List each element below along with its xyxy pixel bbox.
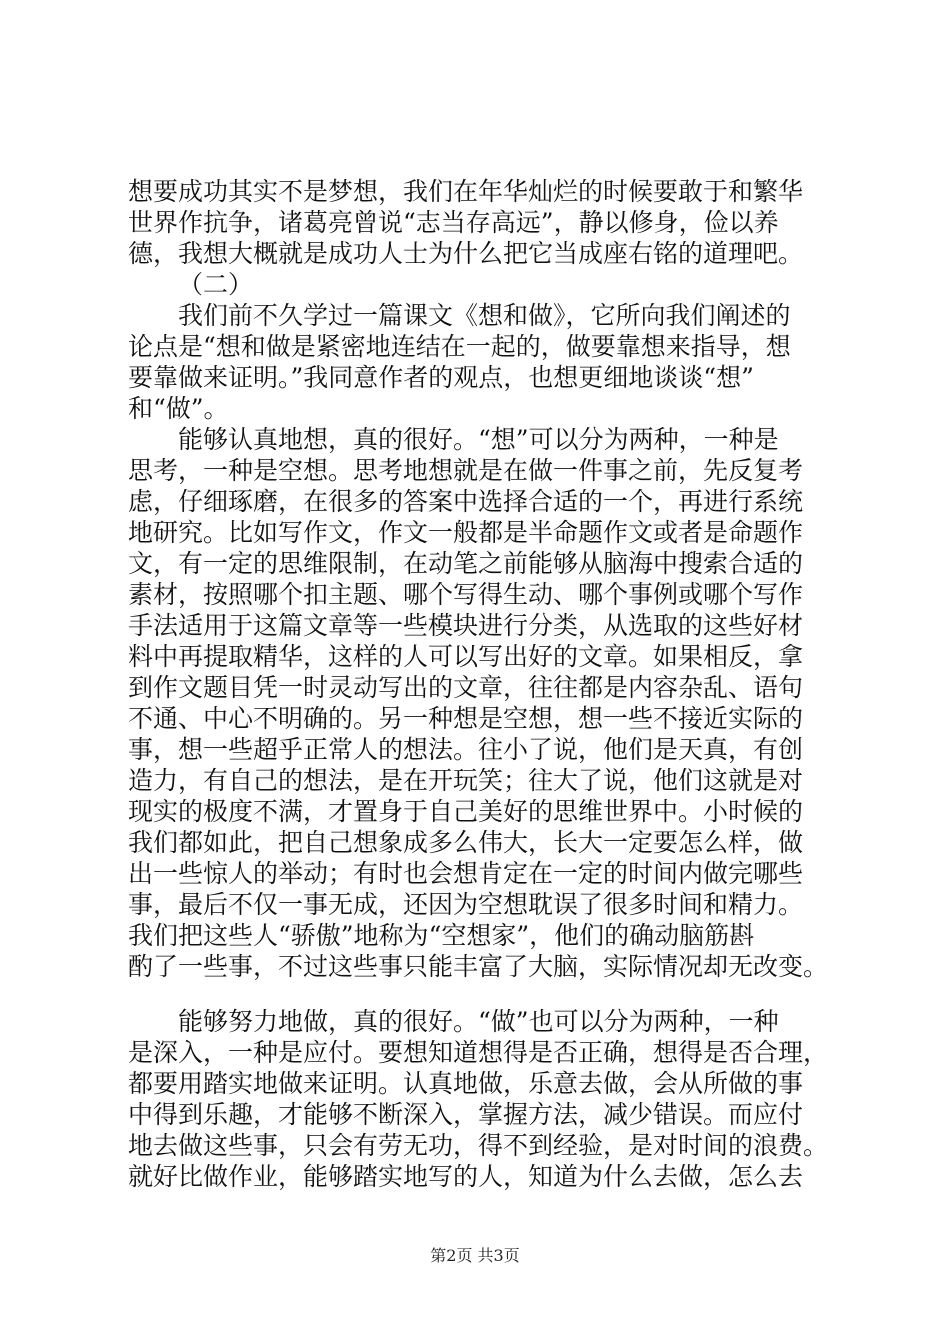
text-line: 地研究。比如写作文，作文一般都是半命题作文或者是命题作: [128, 518, 804, 547]
text-line: 想要成功其实不是梦想，我们在年华灿烂的时候要敢于和繁华: [128, 177, 804, 206]
section-heading: （二）: [178, 270, 254, 299]
text-line: 就好比做作业，能够踏实地写的人，知道为什么去做，怎么去: [128, 1162, 804, 1191]
text-line: 出一些惊人的举动；有时也会想肯定在一定的时间内做完哪些: [128, 859, 804, 888]
text-line: 手法适用于这篇文章等一些模块进行分类，从选取的这些好材: [128, 611, 804, 640]
text-line: 我们把这些人“骄傲”地称为“空想家”，他们的确动脑筋斟: [128, 921, 755, 950]
text-line: 要靠做来证明。”我同意作者的观点，也想更细地谈谈“想”: [128, 363, 754, 392]
text-line: 论点是“想和做是紧密地连结在一起的，做要靠想来指导，想: [128, 332, 791, 361]
text-line: 能够认真地想，真的很好。“想”可以分为两种，一种是: [178, 425, 779, 454]
page-number-footer: 第2页 共3页: [430, 1246, 520, 1265]
text-line: 地去做这些事，只会有劳无功，得不到经验，是对时间的浪费。: [128, 1131, 829, 1160]
text-line: 是深入，一种是应付。要想知道想得是否正确，想得是否合理，: [128, 1038, 829, 1067]
text-line: 酌了一些事，不过这些事只能丰富了大脑，实际情况却无改变。: [128, 952, 829, 981]
text-line: 事，最后不仅一事无成，还因为空想耽误了很多时间和精力。: [128, 890, 804, 919]
text-line: 不通、中心不明确的。另一种想是空想，想一些不接近实际的: [128, 704, 804, 733]
text-line: 德，我想大概就是成功人士为什么把它当成座右铭的道理吧。: [128, 239, 804, 268]
text-line: 虑，仔细琢磨，在很多的答案中选择合适的一个，再进行系统: [128, 487, 804, 516]
text-line: 都要用踏实地做来证明。认真地做，乐意去做，会从所做的事: [128, 1069, 804, 1098]
text-line: 现实的极度不满，才置身于自己美好的思维世界中。小时候的: [128, 797, 804, 826]
text-line: 造力，有自己的想法，是在开玩笑；往大了说，他们这就是对: [128, 766, 804, 795]
text-line: 素材，按照哪个扣主题、哪个写得生动、哪个事例或哪个写作: [128, 580, 804, 609]
text-line: 到作文题目凭一时灵动写出的文章，往往都是内容杂乱、语句: [128, 673, 804, 702]
text-line: 料中再提取精华，这样的人可以写出好的文章。如果相反，拿: [128, 642, 804, 671]
text-line: 能够努力地做，真的很好。“做”也可以分为两种，一种: [178, 1007, 779, 1036]
text-line: 思考，一种是空想。思考地想就是在做一件事之前，先反复考: [128, 456, 804, 485]
text-line: 我们前不久学过一篇课文《想和做》，它所向我们阐述的: [178, 301, 791, 330]
text-line: 我们都如此，把自己想象成多么伟大，长大一定要怎么样，做: [128, 828, 804, 857]
text-line: 中得到乐趣，才能够不断深入，掌握方法，减少错误。而应付: [128, 1100, 804, 1129]
text-line: 事，想一些超乎正常人的想法。往小了说，他们是天真，有创: [128, 735, 804, 764]
text-line: 文，有一定的思维限制，在动笔之前能够从脑海中搜索合适的: [128, 549, 804, 578]
text-line: 世界作抗争，诸葛亮曾说“志当存高远”，静以修身，俭以养: [128, 208, 779, 237]
text-line: 和“做”。: [128, 394, 229, 423]
